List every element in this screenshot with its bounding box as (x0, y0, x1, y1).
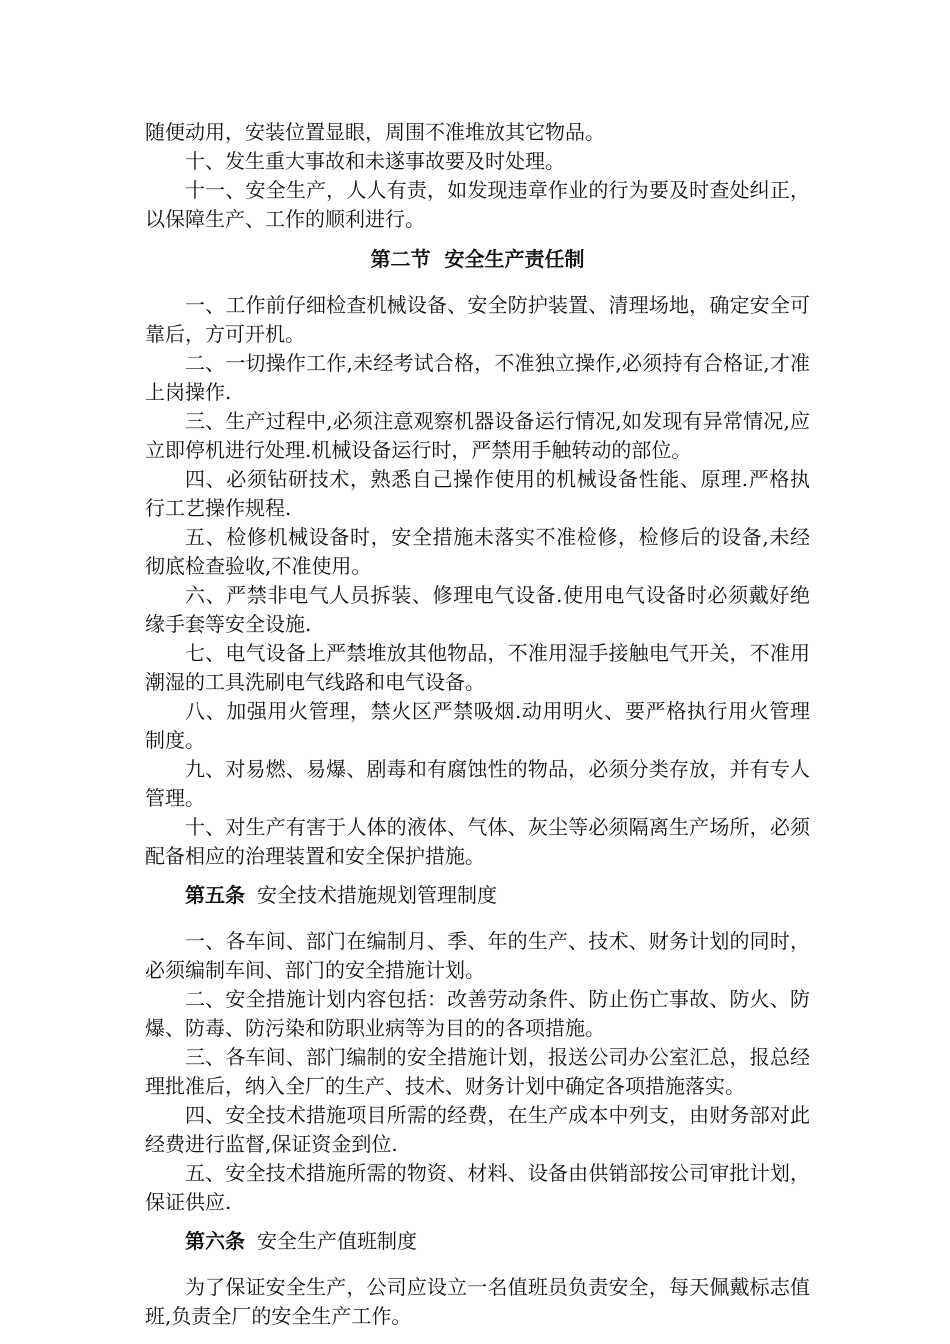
article5-item-2: 二、安全措施计划内容包括：改善劳动条件、防止伤亡事故、防火、防爆、防毒、防污染和防职业病等为目的的各项措施。 (145, 987, 810, 1040)
article5-item-3: 三、各车间、部门编制的安全措施计划，报送公司办公室汇总，报总经理批准后，纳入全厂的生产、技术、财务计划中确定各项措施落实。 (145, 1045, 810, 1098)
article-5-number: 第五条 (185, 883, 245, 907)
section2-item-9: 九、对易燃、易爆、剧毒和有腐蚀性的物品，必须分类存放，并有专人管理。 (145, 757, 810, 810)
article-6-heading (145, 1227, 810, 1256)
section2-item-6: 六、严禁非电气人员拆装、修理电气设备.使用电气设备时必须戴好绝缘手套等安全设施. (145, 583, 810, 636)
section2-item-8: 八、加强用火管理，禁火区严禁吸烟.动用明火、要严格执行用火管理制度。 (145, 699, 810, 752)
section-title: 第二节 安全生产责任制 (370, 247, 585, 271)
paragraph-continuation: 随便动用，安装位置显眼，周围不准堆放其它物品。 (145, 120, 605, 144)
document-page (145, 118, 810, 1331)
paragraph-item-11: 十一、安全生产，人人有责，如发现违章作业的行为要及时查处纠正，以保障生产、工作的顺利进行。 (145, 178, 810, 231)
article-5-heading (145, 881, 810, 910)
section2-item-5: 五、检修机械设备时，安全措施未落实不准检修，检修后的设备,未经彻底检查验收,不准使用。 (145, 525, 810, 578)
article-6-title: 安全生产值班制度 (257, 1229, 417, 1253)
article5-item-5: 五、安全技术措施所需的物资、材料、设备由供销部按公司审批计划，保证供应. (145, 1161, 810, 1214)
article5-item-1: 一、各车间、部门在编制月、季、年的生产、技术、财务计划的同时，必须编制车间、部门的安全措施计划。 (145, 929, 810, 982)
paragraph-item-10: 十、发生重大事故和未遂事故要及时处理。 (185, 149, 565, 173)
section2-item-1: 一、工作前仔细检查机械设备、安全防护装置、清理场地，确定安全可靠后，方可开机。 (145, 293, 810, 346)
article5-item-4: 四、安全技术措施项目所需的经费，在生产成本中列支，由财务部对此经费进行监督,保证资金到位. (145, 1103, 810, 1156)
article6-paragraph-1: 为了保证安全生产，公司应设立一名值班员负责安全，每天佩戴标志值班,负责全厂的安全生产工作。 (145, 1275, 810, 1328)
article-5-title: 安全技术措施规划管理制度 (257, 883, 497, 907)
section2-item-4: 四、必须钻研技术，熟悉自己操作使用的机械设备性能、原理.严格执行工艺操作规程. (145, 467, 810, 520)
section2-item-3: 三、生产过程中,必须注意观察机器设备运行情况,如发现有异常情况,应立即停机进行处理.机械设备运行时，严禁用手触转动的部位。 (145, 409, 810, 462)
article-6-number: 第六条 (185, 1229, 245, 1253)
section2-item-7: 七、电气设备上严禁堆放其他物品，不准用湿手接触电气开关，不准用潮湿的工具洗刷电气线路和电气设备。 (145, 641, 810, 694)
section2-item-10: 十、对生产有害于人体的液体、气体、灰尘等必须隔离生产场所，必须配备相应的治理装置和安全保护措施。 (145, 815, 810, 868)
section2-item-2: 二、一切操作工作,未经考试合格，不准独立操作,必须持有合格证,才准上岗操作. (145, 351, 810, 404)
